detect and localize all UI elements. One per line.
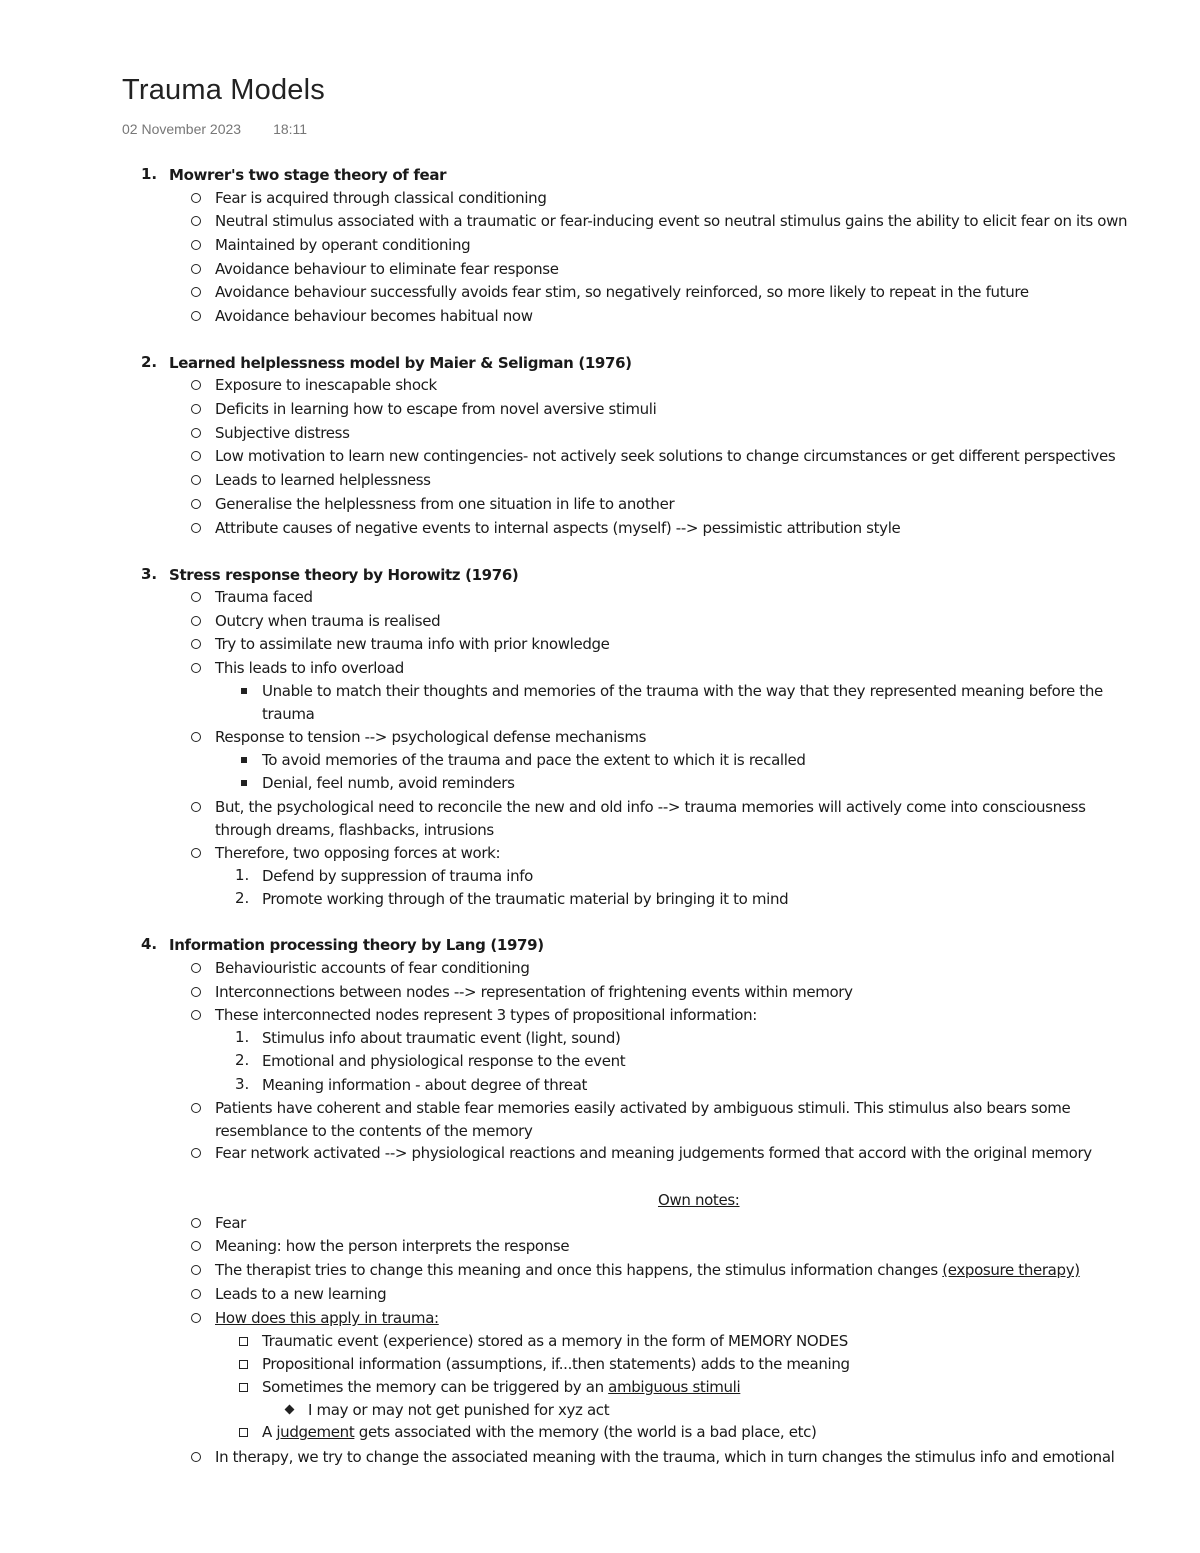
list-item: In therapy, we try to change the associated meaning with the trauma, which in turn changes the stimulus info and emotional — [215, 1448, 1115, 1466]
circle-bullet-icon — [191, 428, 201, 438]
open-square-bullet-icon — [239, 1383, 248, 1392]
list-item: Avoidance behaviour successfully avoids fear stim, so negatively reinforced, so more likely to repeat in the future — [215, 283, 1029, 301]
sub-sub-list-item: I may or may not get punished for xyz act — [308, 1401, 610, 1419]
circle-bullet-icon — [191, 987, 201, 997]
list-item: These interconnected nodes represent 3 types of propositional information: — [215, 1006, 757, 1024]
open-square-bullet-icon — [239, 1360, 248, 1369]
list-item: Avoidance behaviour to eliminate fear response — [215, 260, 559, 278]
sub-text: A — [262, 1423, 277, 1441]
open-square-bullet-icon — [239, 1428, 248, 1437]
list-item: Exposure to inescapable shock — [215, 376, 437, 394]
list-item: Behaviouristic accounts of fear conditioning — [215, 959, 530, 977]
sub-list-item — [262, 1377, 740, 1397]
circle-bullet-icon — [191, 216, 201, 226]
list-item: Deficits in learning how to escape from novel aversive stimuli — [215, 400, 657, 418]
sub-number: 1. — [235, 1028, 250, 1046]
list-item: Generalise the helplessness from one situation in life to another — [215, 495, 675, 513]
open-square-bullet-icon — [239, 1337, 248, 1346]
square-bullet-icon — [241, 688, 247, 694]
circle-bullet-icon — [191, 1313, 201, 1323]
list-item: How does this apply in trauma: — [215, 1309, 439, 1327]
circle-bullet-icon — [191, 1218, 201, 1228]
sub-number: 2. — [235, 889, 250, 907]
sub-text: gets associated with the memory (the world is a bad place, etc) — [354, 1423, 817, 1441]
own-notes-heading: Own notes: — [658, 1191, 740, 1209]
time-stamp: 18:11 — [273, 121, 308, 137]
list-item: Low motivation to learn new contingencies- not actively seek solutions to change circumstances or get different perspectives — [215, 447, 1116, 465]
therapist-text: The therapist tries to change this meaning and once this happens, the stimulus information changes — [215, 1261, 943, 1279]
section-heading: Stress response theory by Horowitz (1976) — [169, 566, 519, 584]
sub-number: 3. — [235, 1075, 250, 1093]
circle-bullet-icon — [191, 732, 201, 742]
circle-bullet-icon — [191, 264, 201, 274]
list-item: Leads to learned helplessness — [215, 471, 431, 489]
sub-list-item: Unable to match their thoughts and memories of the trauma with the way that they represented meaning before the — [262, 682, 1103, 700]
circle-bullet-icon — [191, 475, 201, 485]
circle-bullet-icon — [191, 592, 201, 602]
circle-bullet-icon — [191, 1289, 201, 1299]
sub-list-item: To avoid memories of the trauma and pace the extent to which it is recalled — [262, 751, 806, 769]
circle-bullet-icon — [191, 963, 201, 973]
circle-bullet-icon — [191, 1148, 201, 1158]
circle-bullet-icon — [191, 451, 201, 461]
list-item: Fear is acquired through classical conditioning — [215, 189, 547, 207]
section-number: 3. — [141, 565, 158, 583]
sub-number: 2. — [235, 1051, 250, 1069]
sub-list-item: Promote working through of the traumatic material by bringing it to mind — [262, 890, 789, 908]
section-number: 2. — [141, 353, 158, 371]
section-heading: Information processing theory by Lang (1979) — [169, 936, 544, 954]
sub-list-item: Traumatic event (experience) stored as a memory in the form of MEMORY NODES — [262, 1332, 848, 1350]
section-number: 4. — [141, 935, 158, 953]
list-item: Neutral stimulus associated with a traumatic or fear-inducing event so neutral stimulus gains the ability to elicit fear on its own — [215, 212, 1128, 230]
sub-list-item — [262, 1422, 817, 1442]
sub-list-item: Propositional information (assumptions, if...then statements) adds to the meaning — [262, 1355, 850, 1373]
section-heading: Mowrer's two stage theory of fear — [169, 166, 447, 184]
list-item: Leads to a new learning — [215, 1285, 387, 1303]
list-item: Fear — [215, 1214, 246, 1232]
exposure-therapy-text: (exposure therapy) — [942, 1261, 1080, 1279]
ambiguous-stimuli-text: ambiguous stimuli — [608, 1378, 741, 1396]
list-item: Meaning: how the person interprets the response — [215, 1237, 570, 1255]
circle-bullet-icon — [191, 499, 201, 509]
circle-bullet-icon — [191, 1010, 201, 1020]
sub-list-item: Denial, feel numb, avoid reminders — [262, 774, 515, 792]
section-number: 1. — [141, 165, 158, 183]
circle-bullet-icon — [191, 404, 201, 414]
list-item: Fear network activated --> physiological reactions and meaning judgements formed that accord with the original memory — [215, 1144, 1092, 1162]
list-item: Maintained by operant conditioning — [215, 236, 471, 254]
circle-bullet-icon — [191, 1241, 201, 1251]
sub-text: Sometimes the memory can be triggered by an — [262, 1378, 609, 1396]
list-item: Patients have coherent and stable fear memories easily activated by ambiguous stimuli. This stimulus also bears some — [215, 1099, 1071, 1117]
list-item: Response to tension --> psychological defense mechanisms — [215, 728, 647, 746]
square-bullet-icon — [241, 757, 247, 763]
circle-bullet-icon — [191, 802, 201, 812]
section-heading: Learned helplessness model by Maier & Seligman (1976) — [169, 354, 632, 372]
circle-bullet-icon — [191, 663, 201, 673]
judgement-text: judgement — [276, 1423, 355, 1441]
circle-bullet-icon — [191, 616, 201, 626]
diamond-bullet-icon — [285, 1405, 295, 1415]
list-item: Outcry when trauma is realised — [215, 612, 441, 630]
list-item: This leads to info overload — [215, 659, 404, 677]
page-title: Trauma Models — [122, 74, 325, 106]
circle-bullet-icon — [191, 639, 201, 649]
circle-bullet-icon — [191, 287, 201, 297]
list-item: Try to assimilate new trauma info with prior knowledge — [215, 635, 610, 653]
circle-bullet-icon — [191, 1265, 201, 1275]
list-item: Therefore, two opposing forces at work: — [215, 844, 501, 862]
circle-bullet-icon — [191, 848, 201, 858]
sub-list-item-continuation: trauma — [262, 705, 315, 723]
square-bullet-icon — [241, 780, 247, 786]
circle-bullet-icon — [191, 240, 201, 250]
circle-bullet-icon — [191, 311, 201, 321]
sub-list-item: Stimulus info about traumatic event (light, sound) — [262, 1029, 621, 1047]
list-item — [215, 1260, 1080, 1280]
circle-bullet-icon — [191, 523, 201, 533]
list-item: Avoidance behaviour becomes habitual now — [215, 307, 533, 325]
circle-bullet-icon — [191, 1452, 201, 1462]
list-item: Interconnections between nodes --> representation of frightening events within memory — [215, 983, 853, 1001]
list-item: Subjective distress — [215, 424, 350, 442]
list-item-continuation: resemblance to the contents of the memory — [215, 1122, 533, 1140]
sub-list-item: Defend by suppression of trauma info — [262, 867, 534, 885]
list-item-continuation: through dreams, flashbacks, intrusions — [215, 821, 494, 839]
sub-list-item: Emotional and physiological response to the event — [262, 1052, 626, 1070]
date-stamp: 02 November 2023 — [122, 121, 242, 137]
circle-bullet-icon — [191, 193, 201, 203]
circle-bullet-icon — [191, 380, 201, 390]
list-item: Attribute causes of negative events to internal aspects (myself) --> pessimistic attribution style — [215, 519, 901, 537]
sub-number: 1. — [235, 866, 250, 884]
list-item: But, the psychological need to reconcile the new and old info --> trauma memories will actively come into consciousness — [215, 798, 1086, 816]
circle-bullet-icon — [191, 1103, 201, 1113]
sub-list-item: Meaning information - about degree of threat — [262, 1076, 588, 1094]
list-item: Trauma faced — [215, 588, 313, 606]
